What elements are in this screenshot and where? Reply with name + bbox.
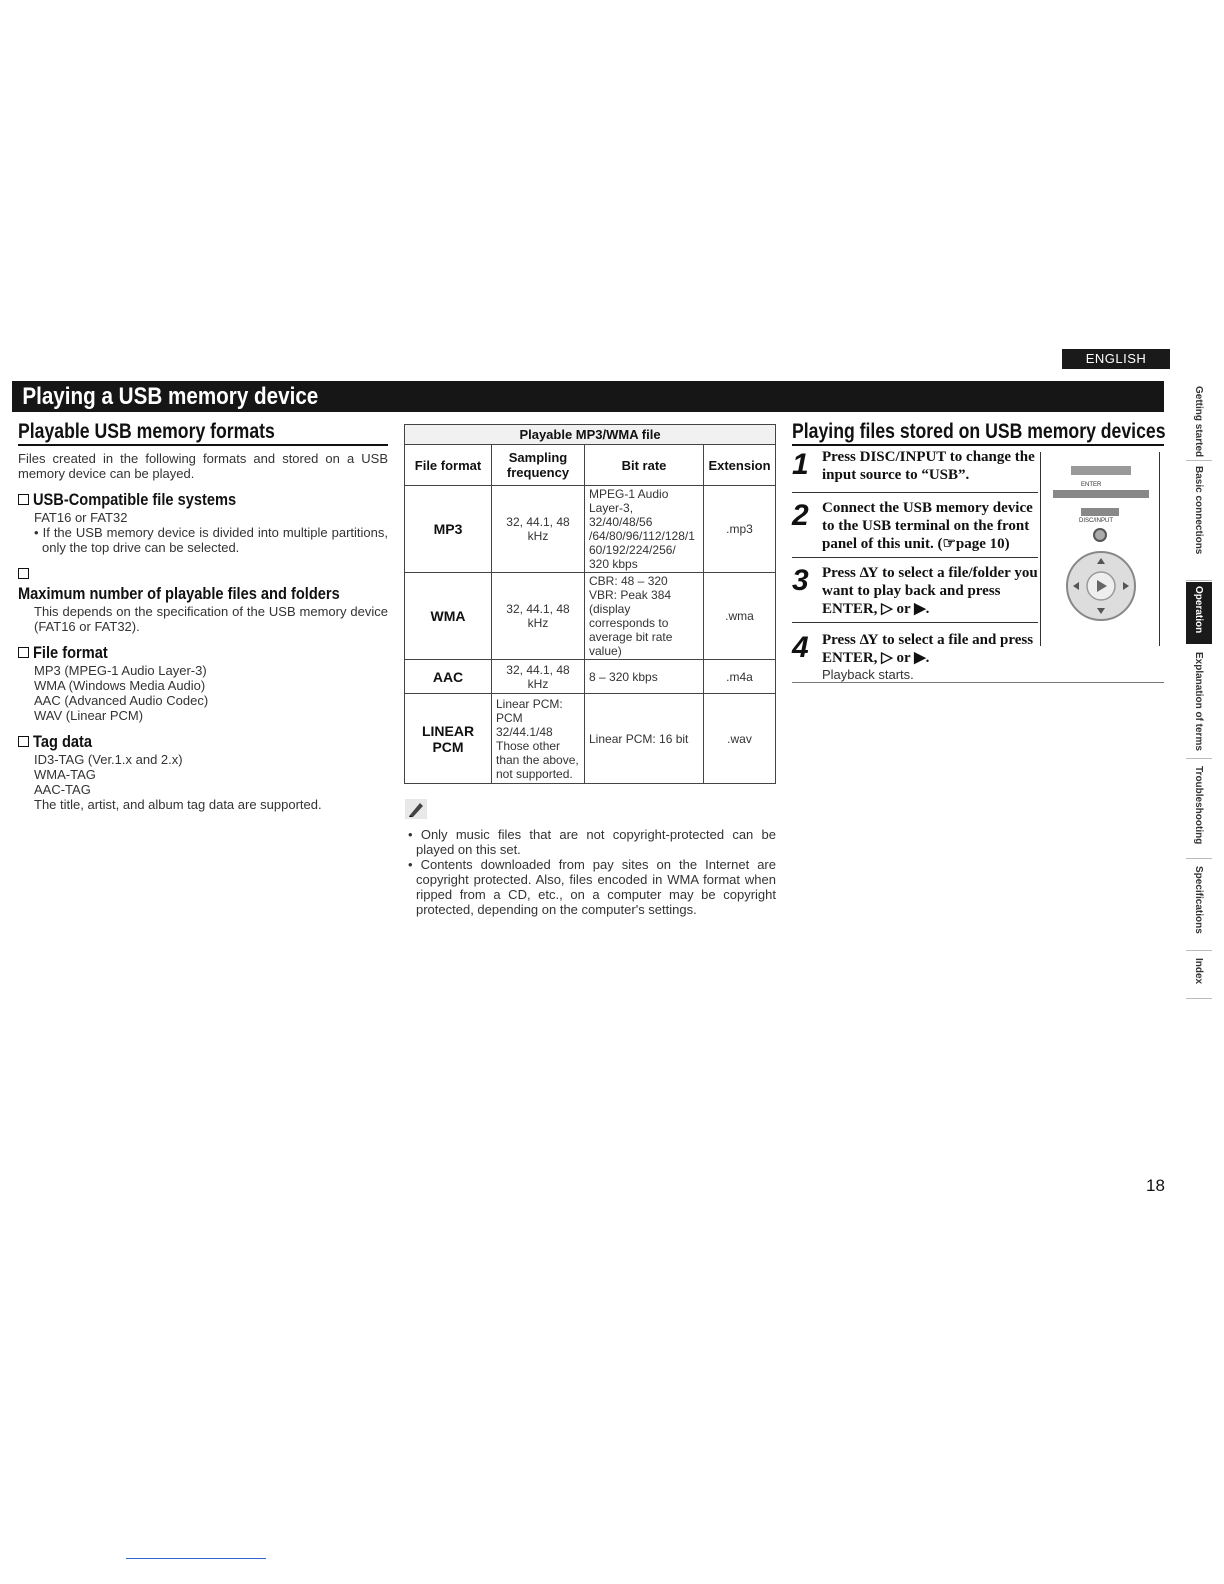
note-item: • Only music files that are not copyright-protected can be played on this set. — [408, 827, 776, 857]
tag-line: WMA-TAG — [34, 767, 96, 782]
checkbox-icon — [18, 494, 29, 505]
step-number: 3 — [792, 564, 809, 597]
checkbox-icon — [18, 647, 29, 658]
side-tab-specifications[interactable]: Specifications — [1186, 862, 1212, 951]
note-item: • Contents downloaded from pay sites on the Internet are copyright protected. Also, files encoded in WMA format when ripped from a CD, etc., on a computer may be copyright protected, depending on the computer's settings. — [408, 857, 776, 917]
step-text: Press DISC/INPUT to change the input source to “USB”. — [822, 449, 1035, 483]
remote-disc-label: DISC/INPUT — [1079, 518, 1114, 524]
checkbox-icon — [18, 568, 29, 579]
header-cell: Extension — [704, 445, 776, 486]
tag-heading: Tag data — [18, 732, 388, 752]
remote-enter-label: ENTER — [1081, 482, 1102, 488]
section-heading-playing: Playing files stored on USB memory devices — [792, 420, 1164, 446]
steps-list — [792, 448, 1038, 682]
step-text: Connect the USB memory device to the USB terminal on the front panel of this unit. (☞page 10) — [822, 500, 1033, 552]
table-caption: Playable MP3/WMA file — [404, 424, 776, 444]
bitrate-cell: Linear PCM: 16 bit — [585, 694, 704, 784]
checkbox-icon — [18, 736, 29, 747]
page-number: 18 — [1146, 1176, 1165, 1195]
step-text: Press ΔΥ to select a file and press ENTER, ▷ or ▶. — [822, 632, 1034, 666]
formats-table — [404, 444, 776, 784]
left-column — [18, 420, 388, 812]
side-tab-getting-started[interactable]: Getting started — [1186, 382, 1212, 461]
format-cell: AAC — [405, 660, 492, 694]
side-tab-operation[interactable]: Operation — [1186, 582, 1212, 644]
intro-text: Files created in the following formats and stored on a USB memory device can be played. — [18, 451, 388, 481]
sampling-cell: 32, 44.1, 48 kHz — [492, 573, 585, 660]
format-cell: MP3 — [405, 486, 492, 573]
page-title-bar — [12, 381, 1164, 412]
extension-cell: .wma — [704, 573, 776, 660]
bitrate-cell: 8 – 320 kbps — [585, 660, 704, 694]
dpad-icon — [1065, 550, 1137, 622]
ff-line: AAC (Advanced Audio Codec) — [34, 693, 209, 708]
tag-line: The title, artist, and album tag data are supported. — [34, 797, 322, 812]
disc-button-icon — [1093, 528, 1107, 542]
page-title: Playing a USB memory device — [22, 383, 319, 410]
step-2 — [792, 493, 1038, 558]
side-tab-explanation-of-terms[interactable]: Explanation of terms — [1186, 648, 1212, 759]
step-1 — [792, 448, 1038, 493]
footer-rule — [126, 1558, 266, 1559]
ff-heading: File format — [18, 643, 388, 663]
sampling-cell: 32, 44.1, 48 kHz — [492, 660, 585, 694]
format-cell: LINEAR PCM — [405, 694, 492, 784]
step-4-result: Playback starts. — [822, 667, 914, 682]
header-cell: File format — [405, 445, 492, 486]
extension-cell: .m4a — [704, 660, 776, 694]
fs-text: FAT16 or FAT32 — [34, 510, 128, 525]
side-tab-basic-connections[interactable]: Basic connections — [1186, 462, 1212, 581]
ff-line: MP3 (MPEG-1 Audio Layer-3) — [34, 663, 207, 678]
fs-bullet: • If the USB memory device is divided into multiple partitions, only the top drive can be selected. — [34, 525, 388, 555]
ff-line: WAV (Linear PCM) — [34, 708, 144, 723]
bitrate-cell: MPEG-1 Audio Layer-3, 32/40/48/56 /64/80/96/112/128/1 60/192/224/256/ 320 kbps — [585, 486, 704, 573]
table-row — [405, 486, 776, 573]
side-tab-index[interactable]: Index — [1186, 954, 1212, 999]
max-heading: Maximum number of playable files and folders — [18, 564, 388, 604]
sampling-cell: Linear PCM: PCM 32/44.1/48 Those other than the above, not supported. — [492, 694, 585, 784]
table-header-row — [405, 445, 776, 486]
steps-bottom-rule — [792, 682, 1164, 683]
bitrate-cell: CBR: 48 – 320 VBR: Peak 384 (display corresponds to average bit rate value) — [585, 573, 704, 660]
remote-illustration — [1040, 452, 1160, 646]
language-tab: ENGLISH — [1062, 349, 1170, 369]
tag-line: ID3-TAG (Ver.1.x and 2.x) — [34, 752, 183, 767]
step-number: 4 — [792, 631, 809, 664]
header-cell: Bit rate — [585, 445, 704, 486]
step-3 — [792, 558, 1038, 623]
right-column — [792, 420, 1164, 446]
table-row — [405, 694, 776, 784]
table-row — [405, 573, 776, 660]
side-tab-troubleshooting[interactable]: Troubleshooting — [1186, 762, 1212, 859]
step-text: Press ΔΥ to select a file/folder you want to play back and press ENTER, ▷ or ▶. — [822, 565, 1038, 617]
note-icon — [404, 798, 776, 825]
disc-input-button — [1081, 508, 1119, 516]
fs-heading: USB-Compatible file systems — [18, 490, 388, 510]
remote-button-row — [1071, 466, 1131, 475]
formats-table-block — [404, 424, 776, 917]
sampling-cell: 32, 44.1, 48 kHz — [492, 486, 585, 573]
extension-cell: .wav — [704, 694, 776, 784]
ff-line: WMA (Windows Media Audio) — [34, 678, 206, 693]
step-number: 2 — [792, 499, 809, 532]
tag-line: AAC-TAG — [34, 782, 91, 797]
header-cell: Sampling frequency — [492, 445, 585, 486]
max-text: This depends on the specification of the USB memory device (FAT16 or FAT32). — [34, 604, 388, 634]
step-number: 1 — [792, 448, 809, 481]
section-heading-formats: Playable USB memory formats — [18, 420, 388, 446]
table-row — [405, 660, 776, 694]
extension-cell: .mp3 — [704, 486, 776, 573]
remote-button-row — [1053, 490, 1149, 498]
step-4 — [792, 623, 1038, 682]
format-cell: WMA — [405, 573, 492, 660]
